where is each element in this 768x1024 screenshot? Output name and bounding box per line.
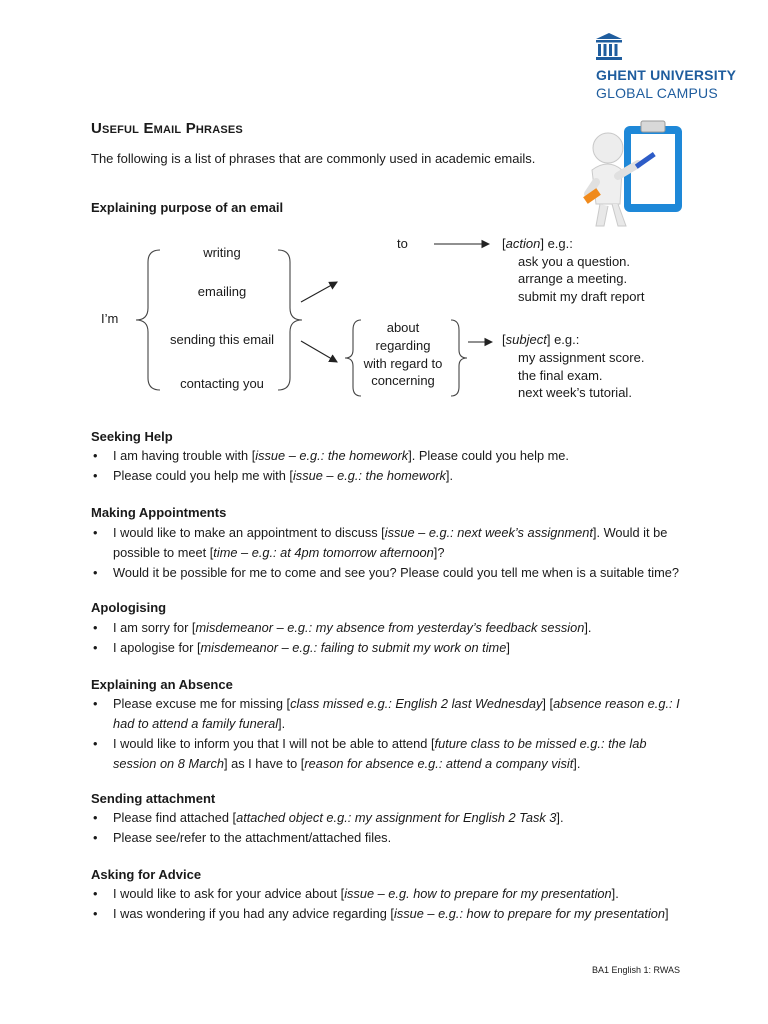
subject-example: the final exam.	[518, 368, 603, 383]
intro-text: The following is a list of phrases that are commonly used in academic emails.	[91, 151, 536, 166]
arrow	[301, 282, 337, 302]
diagram-heading: Explaining purpose of an email	[91, 200, 284, 215]
subject-example: next week’s tutorial.	[518, 385, 632, 400]
left-curly-brace	[345, 320, 361, 396]
list-item: • I would like to ask for your advice about [issue – e.g. how to prepare for my presentation].	[91, 884, 691, 904]
action-placeholder: [action] e.g.:	[502, 236, 573, 251]
section-heading: Asking for Advice	[91, 867, 202, 882]
list-item: • I would like to inform you that I will not be able to attend [future class to be missed e.g.: the lab session on 8 March] as I have to [reason for absence e.g.: attend a company visit].	[91, 734, 691, 774]
list-item: • Please find attached [attached object e.g.: my assignment for English 2 Task 3].	[91, 808, 691, 828]
list-item: • Please excuse me for missing [class missed e.g.: English 2 last Wednesday] [absence reason e.g.: I had to attend a family funeral].	[91, 694, 691, 734]
action-example: submit my draft report	[518, 289, 645, 304]
phrase-list	[91, 523, 691, 583]
action-example: arrange a meeting.	[518, 271, 628, 286]
verb-option: emailing	[197, 284, 247, 299]
preposition-option: about	[386, 320, 420, 335]
preposition-option: concerning	[371, 373, 435, 388]
diagram-to: to	[397, 236, 408, 251]
page-title: Useful Email Phrases	[91, 120, 243, 137]
phrase-list	[91, 884, 691, 924]
verb-option: writing	[203, 245, 241, 260]
section-heading: Apologising	[91, 600, 167, 615]
list-item: • I am having trouble with [issue – e.g.: the homework]. Please could you help me.	[91, 446, 691, 466]
list-item: • I apologise for [misdemeanor – e.g.: failing to submit my work on time]	[91, 638, 691, 658]
verb-option: contacting you	[180, 376, 264, 391]
section-heading: Making Appointments	[91, 505, 227, 520]
list-item: • Please see/refer to the attachment/attached files.	[91, 828, 691, 848]
right-curly-brace	[278, 250, 302, 390]
logo-line-1: GHENT UNIVERSITY	[596, 67, 737, 83]
list-item: • I was wondering if you had any advice regarding [issue – e.g.: how to prepare for my presentation]	[91, 904, 691, 924]
section-heading: Explaining an Absence	[91, 677, 233, 692]
arrow	[301, 341, 337, 362]
preposition-option: with regard to	[363, 356, 443, 371]
left-curly-brace	[136, 250, 160, 390]
verb-option: sending this email	[169, 332, 275, 347]
logo-line-2: GLOBAL CAMPUS	[596, 85, 718, 101]
phrase-list	[91, 808, 691, 848]
page-footer: BA1 English 1: RWAS	[592, 965, 681, 975]
phrase-list	[91, 618, 691, 658]
right-curly-brace	[451, 320, 467, 396]
list-item: • Please could you help me with [issue – e.g.: the homework].	[91, 466, 691, 486]
section-heading: Sending attachment	[91, 791, 216, 806]
subject-placeholder: [subject] e.g.:	[502, 332, 580, 347]
section-heading: Seeking Help	[91, 429, 173, 444]
phrase-list	[91, 446, 691, 486]
list-item: • Would it be possible for me to come and see you? Please could you tell me when is a suitable time?	[91, 563, 691, 583]
list-item: • I would like to make an appointment to discuss [issue – e.g.: next week’s assignment]. Would it be possible to meet [time – e.g.: at 4pm tomorrow afternoon]?	[91, 523, 691, 563]
list-item: • I am sorry for [misdemeanor – e.g.: my absence from yesterday’s feedback session].	[91, 618, 691, 638]
diagram-subject: I’m	[101, 311, 119, 326]
action-example: ask you a question.	[518, 254, 631, 269]
phrase-list	[91, 694, 691, 774]
preposition-option: regarding	[375, 338, 431, 353]
subject-example: my assignment score.	[518, 350, 645, 365]
